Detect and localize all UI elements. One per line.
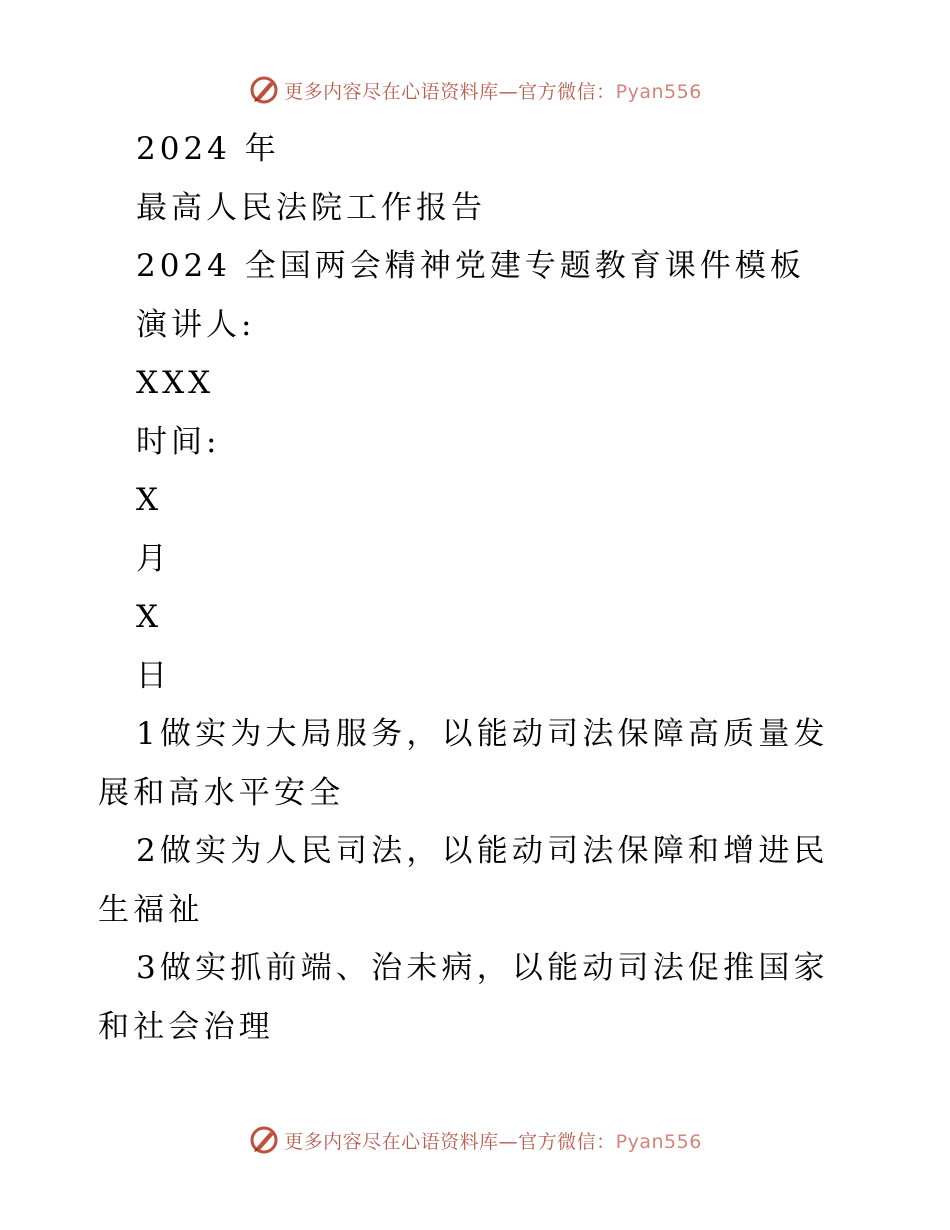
watermark-wechat-id: Pyan556	[615, 80, 702, 103]
doc-line-day-value: X	[136, 599, 163, 635]
doc-line-time-label: 时间:	[136, 423, 221, 460]
pen-logo-icon	[248, 1124, 280, 1156]
footer-watermark	[0, 1120, 950, 1160]
doc-line-speaker-value: XXX	[136, 365, 215, 401]
doc-line-month-unit: 月	[136, 540, 171, 577]
doc-line-speaker-label: 演讲人:	[136, 306, 256, 343]
pen-logo-icon	[248, 74, 280, 106]
doc-paragraph-1: 1做实为大局服务，以能动司法保障高质量发展和高水平安全	[98, 716, 829, 811]
document-body	[0, 120, 950, 1056]
doc-line-year: 2024 年	[136, 131, 280, 167]
doc-line-day-unit: 日	[136, 657, 171, 694]
doc-line-title: 最高人民法院工作报告	[136, 189, 486, 226]
doc-line-month-value: X	[136, 482, 163, 518]
header-watermark	[0, 70, 950, 110]
doc-paragraph-3: 3做实抓前端、治未病，以能动司法促推国家和社会治理	[98, 950, 829, 1045]
doc-paragraph-2: 2做实为人民司法，以能动司法保障和增进民生福祉	[98, 833, 829, 928]
watermark-text: 更多内容尽在心语资料库—官方微信：Pyan556	[284, 80, 702, 103]
watermark-text: 更多内容尽在心语资料库—官方微信：Pyan556	[284, 1130, 702, 1153]
watermark-wechat-id: Pyan556	[615, 1130, 702, 1153]
doc-line-subtitle: 2024 全国两会精神党建专题教育课件模板	[136, 248, 805, 284]
